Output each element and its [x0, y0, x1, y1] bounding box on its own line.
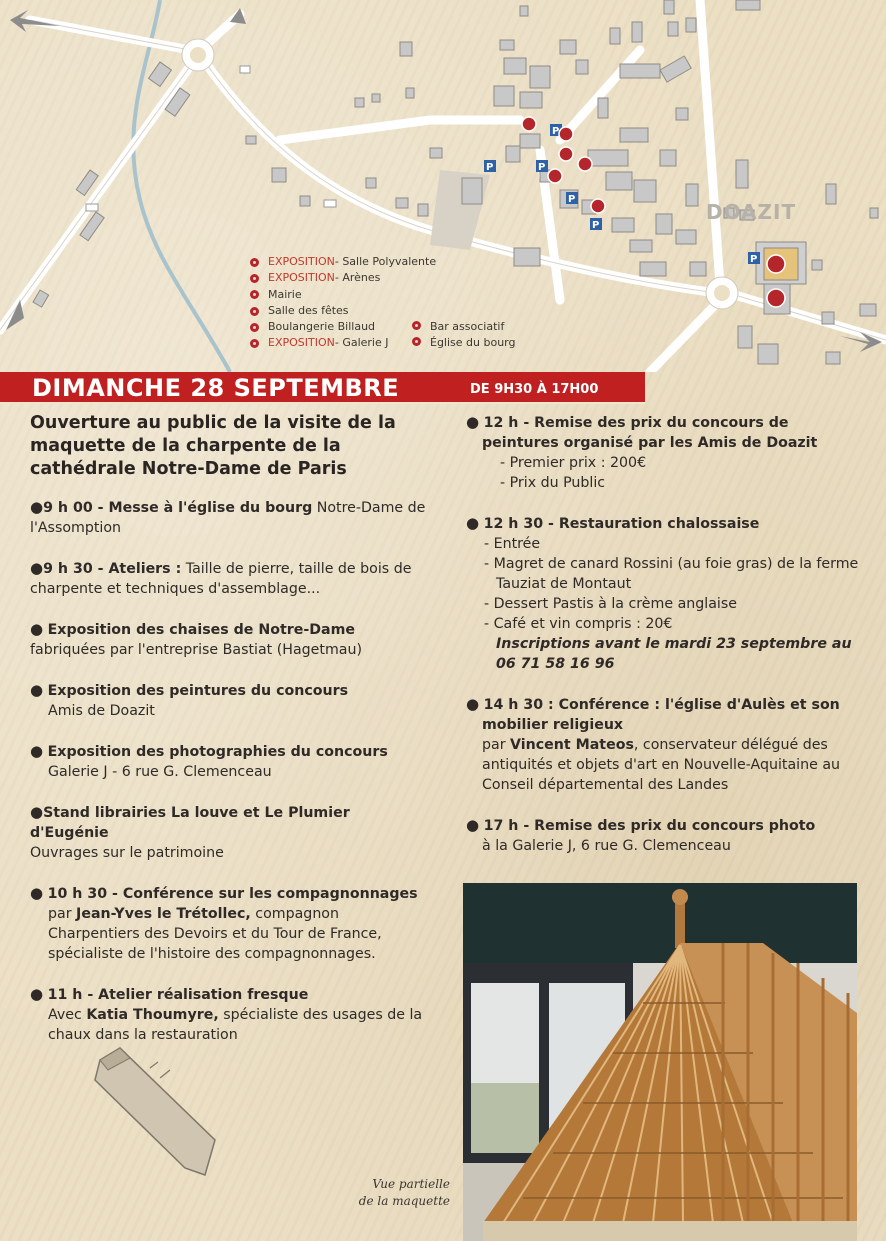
bullet-icon: ● [30, 620, 44, 638]
photo-caption [330, 1176, 450, 1210]
event-detail: Amis de Doazit [48, 703, 155, 719]
legend-text: Salle des fêtes [268, 303, 349, 317]
event-detail: compagnon Charpentiers des Devoirs et du Tour de France, spécialiste de l'histoire des compagnonnages. [48, 906, 382, 962]
legend-text: - Arènes [334, 271, 381, 285]
list-item: - Café et vin compris : 20€ [484, 616, 673, 632]
bullet-icon: ● [30, 884, 44, 902]
event-item [30, 741, 430, 782]
program-right-column [466, 412, 866, 876]
bullet-icon: ● [30, 742, 44, 760]
event-item [30, 558, 430, 599]
legend-item [250, 254, 436, 270]
marker-icon [250, 258, 259, 267]
bullet-icon: ● [466, 413, 480, 431]
marker-icon [250, 290, 259, 299]
svg-text:P: P [750, 254, 758, 265]
legend-item [412, 319, 516, 335]
bullet-icon: ● [30, 803, 44, 821]
event-item [30, 497, 430, 538]
event-title: 17 h - Remise des prix du concours photo [483, 818, 816, 834]
date-banner [0, 372, 645, 404]
event-title: Exposition des peintures du concours [47, 683, 349, 699]
banner-hours: DE 9H30 À 17H00 [470, 382, 599, 397]
legend-item [250, 287, 436, 303]
registration-note: Inscriptions avant le mardi 23 septembre au 06 71 58 16 96 [496, 636, 852, 672]
speaker-name: Katia Thoumyre, [86, 1007, 219, 1023]
list-item: - Magret de canard Rossini (au foie gras) de la ferme Tauziat de Montaut [484, 556, 859, 592]
legend-text: Église du bourg [430, 336, 516, 350]
legend-item [412, 335, 516, 351]
legend-text: Mairie [268, 287, 302, 301]
event-item [466, 694, 866, 795]
event-item [30, 883, 430, 964]
event-title: 9 h 30 - Ateliers : [43, 561, 182, 577]
legend-text: - Salle Polyvalente [334, 255, 437, 268]
svg-text:P: P [592, 220, 600, 231]
svg-text:P: P [552, 126, 560, 137]
list-item: - Entrée [484, 536, 541, 552]
list-item: - Dessert Pastis à la crème anglaise [484, 596, 737, 612]
bullet-icon: ● [30, 681, 44, 699]
bullet-icon: ● [30, 559, 44, 577]
legend-text: - Galerie J [334, 336, 389, 350]
event-title: 12 h 30 - Restauration chalossaise [483, 516, 760, 532]
town-label: DOAZIT [706, 200, 797, 224]
event-title: 11 h - Atelier réalisation fresque [47, 987, 309, 1003]
event-detail: par [48, 906, 77, 922]
marker-icon [250, 274, 259, 283]
event-detail: par [482, 737, 511, 753]
legend-highlight: EXPOSITION [268, 271, 335, 285]
marker-icon [412, 337, 421, 346]
event-detail: Avec [48, 1007, 87, 1023]
speaker-name: Vincent Mateos [510, 737, 634, 753]
intro-heading: Ouverture au public de la visite de la maquette de la charpente de la cathédrale Notre-Dame de Paris [30, 413, 396, 479]
marker-icon [412, 321, 421, 330]
event-title: 9 h 00 - Messe à l'église du bourg [43, 500, 313, 516]
map-legend-right [412, 319, 516, 352]
legend-item [250, 270, 436, 286]
list-item: - Premier prix : 200€ [500, 455, 647, 471]
stone-illustration [90, 1040, 220, 1180]
event-title: Stand librairies La louve et Le Plumier d'Eugénie [30, 805, 350, 841]
bullet-icon: ● [466, 514, 480, 532]
legend-highlight: EXPOSITION [268, 255, 335, 268]
speaker-name: Jean-Yves le Trétollec, [76, 906, 251, 922]
legend-item [250, 335, 436, 351]
program-left-column [30, 412, 430, 1065]
legend-item [250, 319, 436, 335]
bullet-icon: ● [466, 816, 480, 834]
event-item [30, 619, 430, 660]
event-detail: Ouvrages sur le patrimoine [30, 845, 224, 861]
event-title: 12 h - Remise des prix du concours de peintures organisé par les Amis de Doazit [482, 415, 818, 451]
event-item [466, 513, 866, 674]
event-title: Exposition des photographies du concours [47, 744, 388, 760]
legend-text: Boulangerie Billaud [268, 320, 376, 334]
event-detail: Notre-Dame de l'Assomption [30, 500, 426, 536]
bullet-icon: ● [466, 695, 480, 713]
event-title: Exposition des chaises de Notre-Dame [47, 622, 356, 638]
village-map [0, 0, 886, 372]
banner-day: DIMANCHE 28 SEPTEMBRE [32, 374, 400, 402]
event-item [30, 680, 430, 721]
legend-item [250, 303, 436, 319]
legend-text: Bar associatif [430, 320, 505, 333]
event-item [30, 802, 430, 863]
banner-divider [0, 402, 645, 404]
event-detail: Galerie J - 6 rue G. Clemenceau [48, 764, 272, 780]
event-detail: à la Galerie J, 6 rue G. Clemenceau [482, 838, 731, 854]
event-detail: fabriquées par l'entreprise Bastiat (Hagetmau) [30, 642, 362, 658]
svg-text:P: P [538, 162, 546, 173]
bullet-icon: ● [30, 985, 44, 1003]
marker-icon [250, 323, 259, 332]
model-photo [463, 883, 857, 1241]
marker-icon [250, 307, 259, 316]
event-detail: Taille de pierre, taille de bois de charpente et techniques d'assemblage... [30, 561, 412, 597]
event-item [466, 815, 866, 856]
event-detail: spécialiste des usages de la chaux dans la restauration [48, 1007, 423, 1043]
svg-text:P: P [486, 162, 494, 173]
map-legend [250, 254, 436, 352]
bullet-icon: ● [30, 498, 44, 516]
event-title: 14 h 30 : Conférence : l'église d'Aulès et son mobilier religieux [482, 697, 840, 733]
event-detail: , conservateur délégué des antiquités et objets d'art en Nouvelle-Aquitaine au Conseil départemental des Landes [482, 737, 841, 793]
caption-line: de la maquette [358, 1194, 450, 1208]
event-title: 10 h 30 - Conférence sur les compagnonnages [47, 886, 418, 902]
event-item [30, 984, 430, 1045]
event-item [466, 412, 866, 493]
list-item: - Prix du Public [500, 475, 606, 491]
marker-icon [250, 339, 259, 348]
svg-text:P: P [568, 194, 576, 205]
legend-highlight: EXPOSITION [268, 336, 335, 350]
caption-line: Vue partielle [372, 1177, 450, 1191]
